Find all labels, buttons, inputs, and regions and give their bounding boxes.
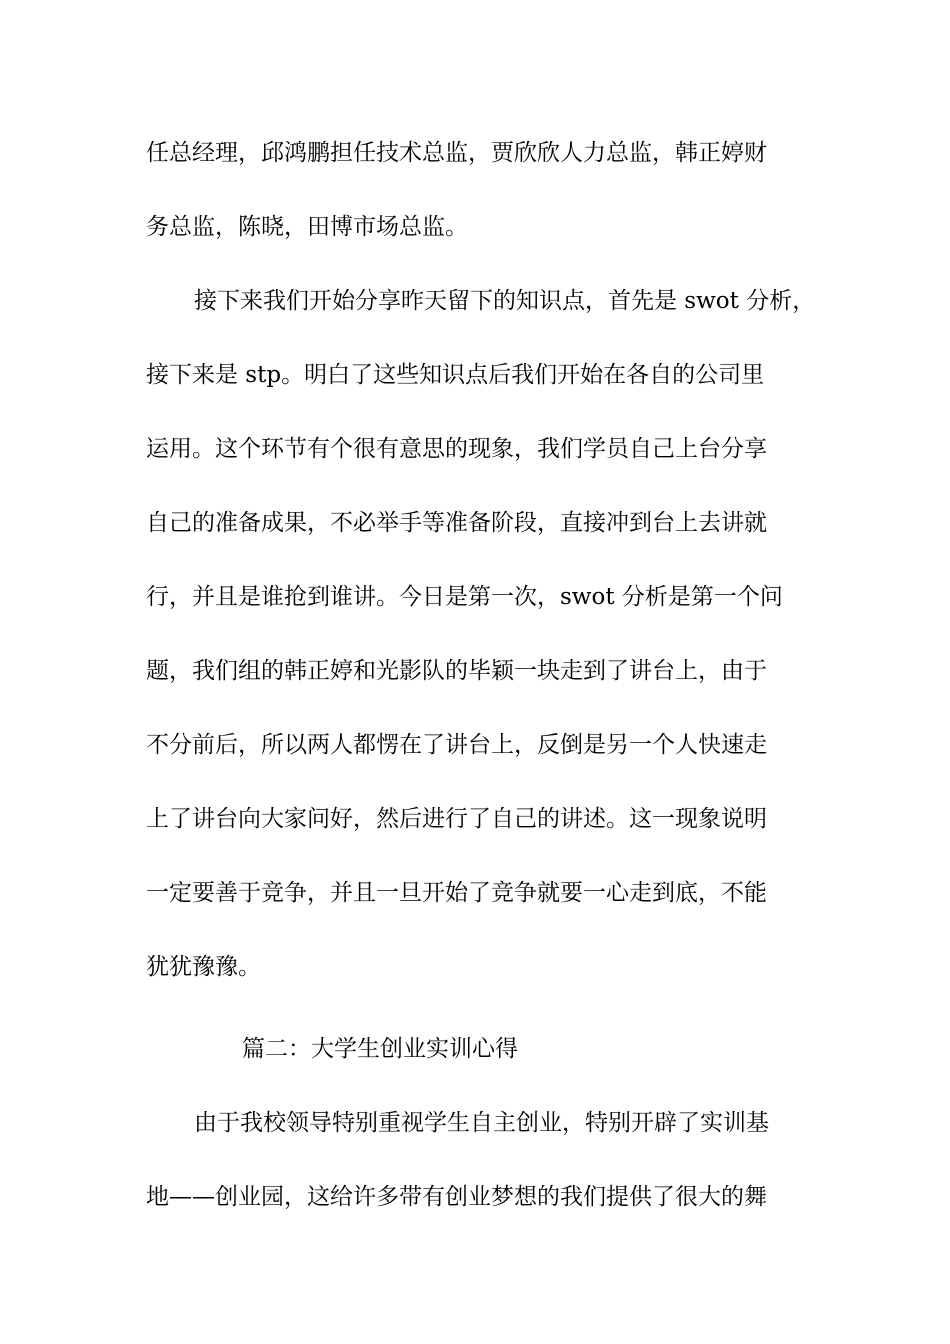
paragraph-line: 运用。这个环节有个很有意思的现象，我们学员自己上台分享: [146, 436, 767, 462]
paragraph-line: 任总经理，邱鸿鹏担任技术总监，贾欣欣人力总监，韩正婷财: [146, 140, 767, 166]
section-heading: 篇二：大学生创业实训心得: [242, 1036, 518, 1062]
paragraph-line: 接下来我们开始分享昨天留下的知识点，首先是 swot 分析，: [194, 288, 816, 314]
paragraph-line: 自己的准备成果，不必举手等准备阶段，直接冲到台上去讲就: [146, 510, 767, 536]
paragraph-line: 接下来是 stp。明白了这些知识点后我们开始在各自的公司里: [146, 362, 765, 388]
paragraph-line: 务总监，陈晓，田博市场总监。: [146, 214, 468, 240]
paragraph-line: 一定要善于竞争，并且一旦开始了竞争就要一心走到底，不能: [146, 880, 767, 906]
paragraph-line: 不分前后，所以两人都愣在了讲台上，反倒是另一个人快速走: [146, 732, 767, 758]
paragraph-line: 犹犹豫豫。: [146, 954, 261, 980]
paragraph-line: 行，并且是谁抢到谁讲。今日是第一次，swot 分析是第一个问: [146, 584, 783, 610]
paragraph-line: 题，我们组的韩正婷和光影队的毕颖一块走到了讲台上，由于: [146, 658, 767, 684]
paragraph-line: 地——创业园，这给许多带有创业梦想的我们提供了很大的舞: [146, 1184, 767, 1210]
paragraph-line: 上了讲台向大家问好，然后进行了自己的讲述。这一现象说明: [146, 806, 767, 832]
paragraph-line: 由于我校领导特别重视学生自主创业，特别开辟了实训基: [194, 1110, 769, 1136]
